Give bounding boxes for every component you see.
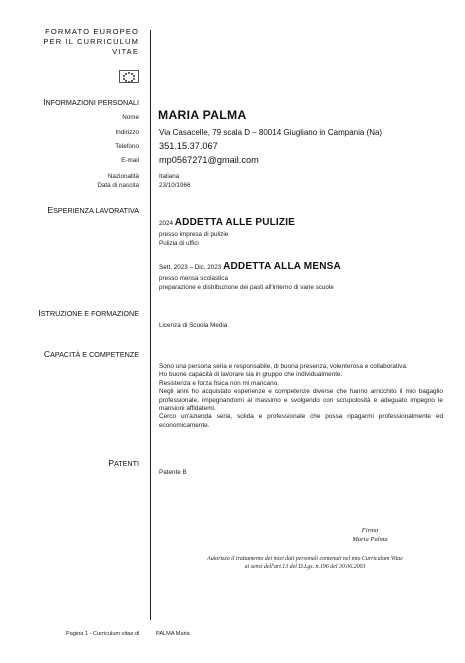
skills-paragraph-1: Sono una persona seria e responsabile, di buona presenza, volenterosa e collaborativa. — [159, 363, 408, 370]
job-1-period: 2024 — [159, 220, 174, 227]
email-value: mp0567271@gmail.com — [159, 155, 259, 165]
footer-page-label: Pagina 1 - Curriculum vitae di — [66, 631, 140, 637]
footer-name: PALMA Maria — [156, 631, 190, 637]
nationality-value: Italiana — [159, 173, 180, 180]
privacy-consent-line-1: Autorizzo il trattamento dei miei dati personali contenuti nel mio Curriculum Vitae — [207, 556, 403, 562]
job-1-description: Pulizia di uffici — [159, 240, 199, 247]
signature-name: Maria Palma — [352, 536, 388, 543]
job-entry-2-header — [159, 261, 341, 272]
label-name: Nome — [122, 114, 139, 121]
header-title-line-3: VITAE — [112, 47, 139, 56]
job-1-title: ADDETTA ALLE PULIZIE — [174, 217, 296, 228]
vertical-divider — [150, 30, 151, 620]
skills-paragraph-5: Cerco un'azienda seria, solida e professionale che possa ripagarmi professionalmente ed economicamente. — [159, 413, 443, 429]
job-1-employer: presso impresa di pulizie — [159, 231, 229, 238]
section-heading-personal-info: INFORMAZIONI PERSONALI — [43, 97, 139, 107]
privacy-consent-line-2: ai sensi dell'art.13 del D.Lgs. n.196 del 30.06.2003 — [244, 564, 366, 570]
label-address: Indirizzo — [115, 129, 139, 136]
job-2-employer: presso mensa scolastica — [159, 275, 228, 282]
label-email: E-mail — [121, 157, 139, 164]
header-title-line-2: PER IL CURRICULUM — [43, 37, 139, 46]
section-heading-experience: ESPERIENZA LAVORATIVA — [47, 205, 139, 215]
header-title-line-1: FORMATO EUROPEO — [45, 27, 139, 36]
label-phone: Telefono — [115, 143, 139, 150]
job-2-description: preparazione e distribuzione dei pasti all'interno di varie scuole — [159, 284, 334, 291]
skills-text — [159, 363, 443, 430]
phone-value: 351.15.37.067 — [159, 141, 218, 151]
section-heading-licenses: PATENTI — [108, 458, 139, 468]
birth-date-value: 23/10/1966 — [159, 182, 191, 189]
license-value: Patente B — [159, 469, 187, 476]
skills-paragraph-4: Negli anni ho acquistato esperienze e competenze diverse che hanno arricchito il mio bagaglio professionale, impegnandomi al massimo e svolgendo con scrupolosità e adeguato impegno le mansioni affidatemi. — [159, 388, 443, 413]
address-value: Via Casacelle, 79 scala D – 80014 Giugliano in Campania (Na) — [159, 128, 383, 137]
job-2-period: Sett. 2023 – Dic. 2023 — [159, 264, 222, 271]
job-2-title: ADDETTA ALLA MENSA — [223, 261, 341, 272]
skills-paragraph-3: Resistenza e forza fisica non mi mancano. — [159, 379, 280, 387]
section-heading-education: ISTRUZIONE E FORMAZIONE — [38, 308, 139, 318]
section-heading-skills: CAPACITÀ E COMPETENZE — [43, 349, 139, 359]
label-birth-date: Data di nascita — [97, 182, 139, 189]
eu-flag-logo — [119, 70, 139, 83]
signature-label: Firma — [361, 527, 379, 534]
person-name: MARIA PALMA — [158, 108, 247, 122]
education-value: Licenza di Scuola Media — [159, 322, 228, 329]
label-nationality: Nazionalità — [107, 173, 139, 180]
skills-paragraph-2: Ho buone capacità di lavorare sia in gruppo che individualmente. — [159, 371, 343, 379]
job-entry-1-header — [159, 217, 295, 228]
